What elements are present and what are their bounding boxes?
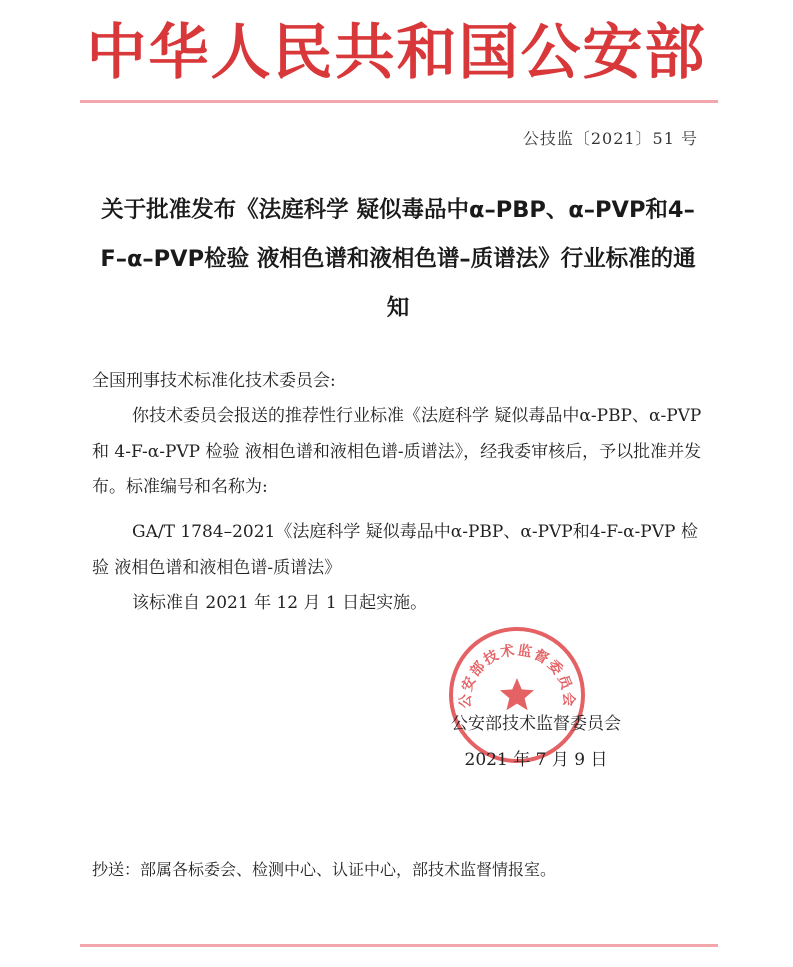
body-paragraph-standard-number: GA/T 1784–2021《法庭科学 疑似毒品中α-PBP、α-PVP和4-F-α-PVP 检验 液相色谱和液相色谱-质谱法》 (92, 522, 698, 578)
seal-text-path: 公安部技术监督委员会 (457, 642, 577, 709)
addressee: 全国刑事技术标准化技术委员会: (92, 371, 336, 391)
carbon-copy-line: 抄送：部属各标委会、检测中心、认证中心，部技术监督情报室。 (92, 860, 557, 879)
body-paragraph-approval: 你技术委员会报送的推荐性行业标准《法庭科学 疑似毒品中α-PBP、α-PVP 和 4-F-α-PVP 检验 液相色谱和液相色谱-质谱法》，经我委审核后，予以批准并发布。标准编号和名称为: (92, 406, 702, 497)
masthead-red-rule (80, 100, 718, 103)
footer-red-rule (80, 944, 718, 947)
masthead-title: 中华人民共和国公安部 (86, 18, 707, 88)
signature-block (418, 706, 654, 778)
body-paragraph-effective-date: 该标准自 2021 年 12 月 1 日起实施。 (132, 593, 428, 613)
signature-issuer: 公安部技术监督委员会 (451, 714, 621, 734)
document-number: 公技监〔2021〕51 号 (522, 129, 698, 148)
signature-date: 2021 年 7 月 9 日 (464, 750, 608, 770)
document-title: 关于批准发布《法庭科学 疑似毒品中α–PBP、α–PVP和4–F–α–PVP检验 液相色谱和液相色谱–质谱法》行业标准的通知 (100, 197, 696, 321)
